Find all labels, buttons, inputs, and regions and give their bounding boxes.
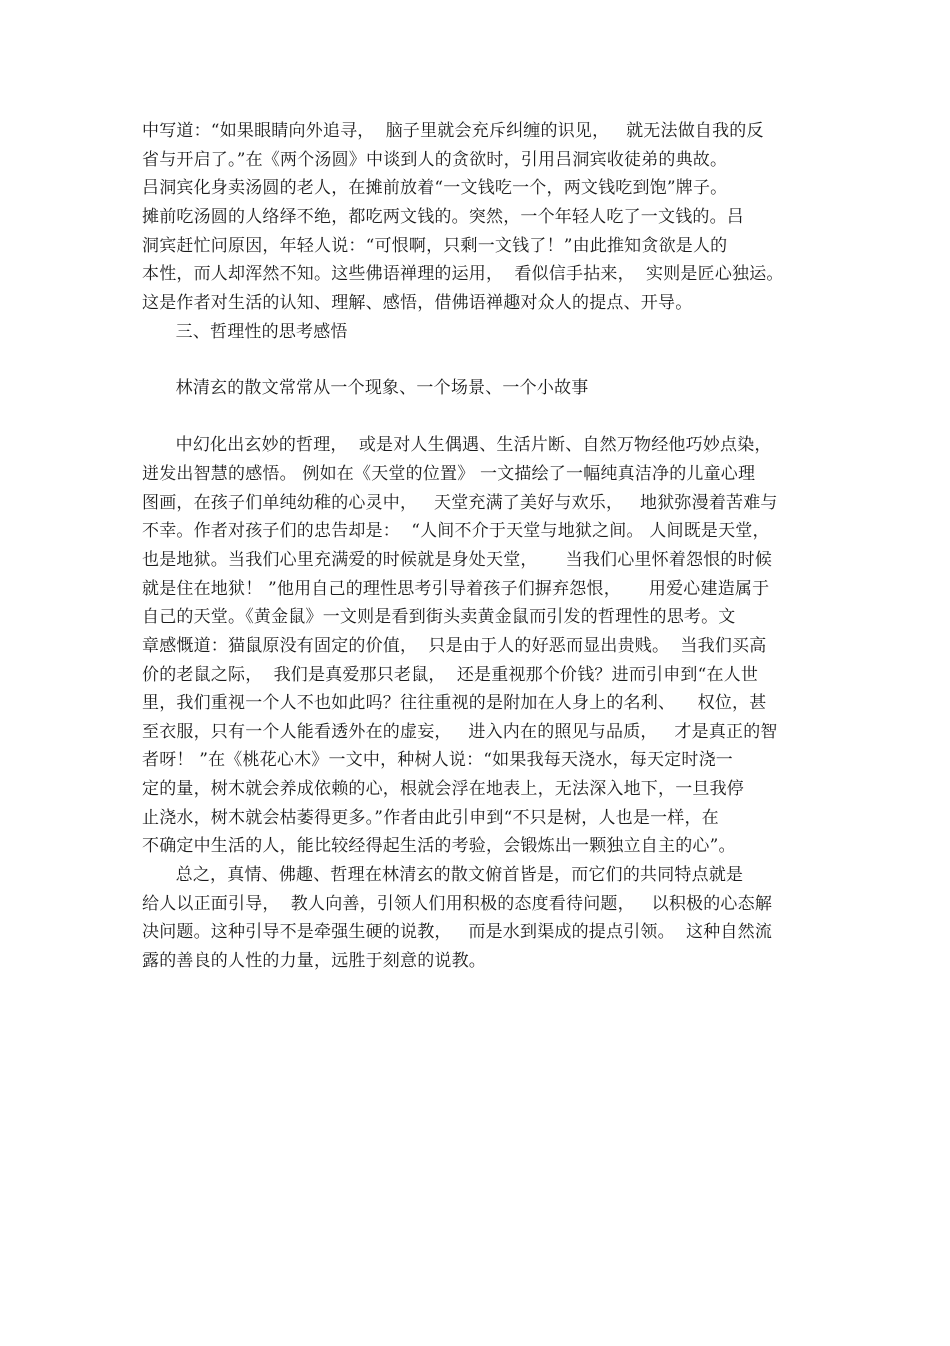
text-line: 决问题。这种引导不是牵强生硬的说教， 而是水到渠成的提点引领。 这种自然流 <box>142 922 773 942</box>
section-heading: 三、哲理性的思考感悟 <box>142 322 348 342</box>
text-line: 不幸。作者对孩子们的忠告却是： “人间不介于天堂与地狱之间。 人间既是天堂， <box>142 521 770 541</box>
text-line: 里，我们重视一个人不也如此吗？往往重视的是附加在人身上的名利、 权位，甚 <box>142 693 767 713</box>
text-line: 摊前吃汤圆的人络绎不绝，都吃两文钱的。突然，一个年轻人吃了一文钱的。吕 <box>142 207 744 227</box>
text-line: 定的量，树木就会养成依赖的心，根就会浮在地表上，无法深入地下，一旦我停 <box>142 779 744 799</box>
text-line: 至衣服，只有一个人能看透外在的虚妄， 进入内在的照见与品质， 才是真正的智 <box>142 722 778 742</box>
text-line: 自己的天堂。《黄金鼠》一文则是看到街头卖黄金鼠而引发的哲理性的思考。文 <box>142 607 736 627</box>
text-line: 者呀！ ”在《桃花心木》一文中，种树人说：“如果我每天浇水，每天定时浇一 <box>142 750 733 770</box>
text-line: 中幻化出玄妙的哲理， 或是对人生偶遇、生活片断、自然万物经他巧妙点染， <box>142 435 772 455</box>
text-line: 省与开启了。”在《两个汤圆》中谈到人的贪欲时，引用吕洞宾收徒弟的典故。 <box>142 150 728 170</box>
text-line: 就是住在地狱！ ”他用自己的理性思考引导着孩子们摒弃怨恨， 用爱心建造属于 <box>142 579 770 599</box>
text-line: 露的善良的人性的力量，远胜于刻意的说教。 <box>142 951 486 971</box>
text-line: 洞宾赶忙问原因，年轻人说：“可恨啊，只剩一文钱了！”由此推知贪欲是人的 <box>142 236 728 256</box>
text-line: 价的老鼠之际， 我们是真爱那只老鼠， 还是重视那个价钱？进而引申到“在人世 <box>142 665 759 685</box>
text-line: 林清玄的散文常常从一个现象、一个场景、一个小故事 <box>142 378 589 398</box>
text-line: 止浇水，树木就会枯萎得更多。”作者由此引申到“不只是树，人也是一样，在 <box>142 808 719 828</box>
text-line: 图画，在孩子们单纯幼稚的心灵中， 天堂充满了美好与欢乐， 地狱弥漫着苦难与 <box>142 493 778 513</box>
text-line: 中写道：“如果眼睛向外追寻， 脑子里就会充斥纠缠的识见， 就无法做自我的反 <box>142 121 764 141</box>
text-line: 章感慨道：猫鼠原没有固定的价值， 只是由于人的好恶而显出贵贱。 当我们买高 <box>142 636 767 656</box>
text-line: 本性，而人却浑然不知。这些佛语禅理的运用， 看似信手拈来， 实则是匠心独运。 <box>142 264 784 284</box>
text-line: 吕洞宾化身卖汤圆的老人，在摊前放着“一文钱吃一个，两文钱吃到饱”牌子。 <box>142 178 728 198</box>
text-line: 不确定中生活的人，能比较经得起生活的考验，会锻炼出一颗独立自主的心”。 <box>142 836 736 856</box>
text-line: 总之，真情、佛趣、哲理在林清玄的散文俯首皆是，而它们的共同特点就是 <box>142 865 744 885</box>
text-line: 给人以正面引导， 教人向善，引领人们用积极的态度看待问题， 以积极的心态解 <box>142 894 773 914</box>
text-line: 迸发出智慧的感悟。 例如在《天堂的位置》 一文描绘了一幅纯真洁净的儿童心理 <box>142 464 756 484</box>
text-line: 也是地狱。当我们心里充满爱的时候就是身处天堂， 当我们心里怀着怨恨的时候 <box>142 550 773 570</box>
text-line: 这是作者对生活的认知、理解、感悟，借佛语禅趣对众人的提点、开导。 <box>142 293 693 313</box>
